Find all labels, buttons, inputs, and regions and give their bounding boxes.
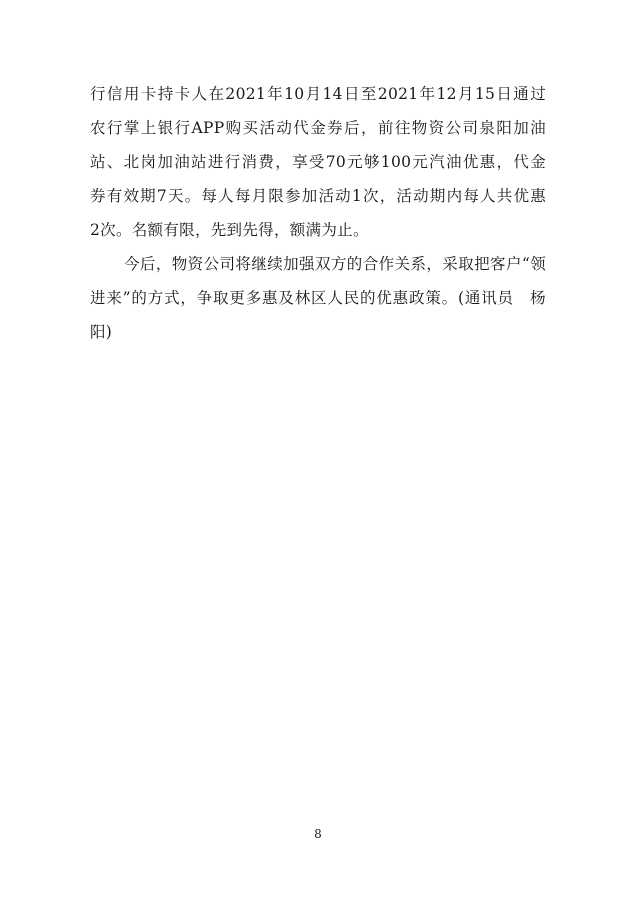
paragraph-1-line-1: 行信用卡持卡人在2021年10月14日至2021年12月15日通过: [90, 85, 546, 103]
paragraph-1-line-5: 2次。名额有限，先到先得，额满为止。: [90, 221, 369, 239]
paragraph-2-line-1: 今后，物资公司将继续加强双方的合作关系，采取把客户“领: [124, 255, 546, 273]
paragraph-1-line-2: 农行掌上银行APP购买活动代金券后，前往物资公司泉阳加油: [90, 119, 546, 137]
page-number: 8: [314, 827, 322, 841]
paragraph-2-line-2: 进来”的方式，争取更多惠及林区人民的优惠政策。(通讯员 杨: [90, 289, 546, 307]
paragraph-1-line-4: 券有效期7天。每人每月限参加活动1次，活动期内每人共优惠: [90, 187, 546, 205]
paragraph-2-line-3: 阳): [90, 323, 113, 341]
paragraph-1-line-3: 站、北岗加油站进行消费，享受70元够100元汽油优惠，代金: [90, 153, 546, 171]
